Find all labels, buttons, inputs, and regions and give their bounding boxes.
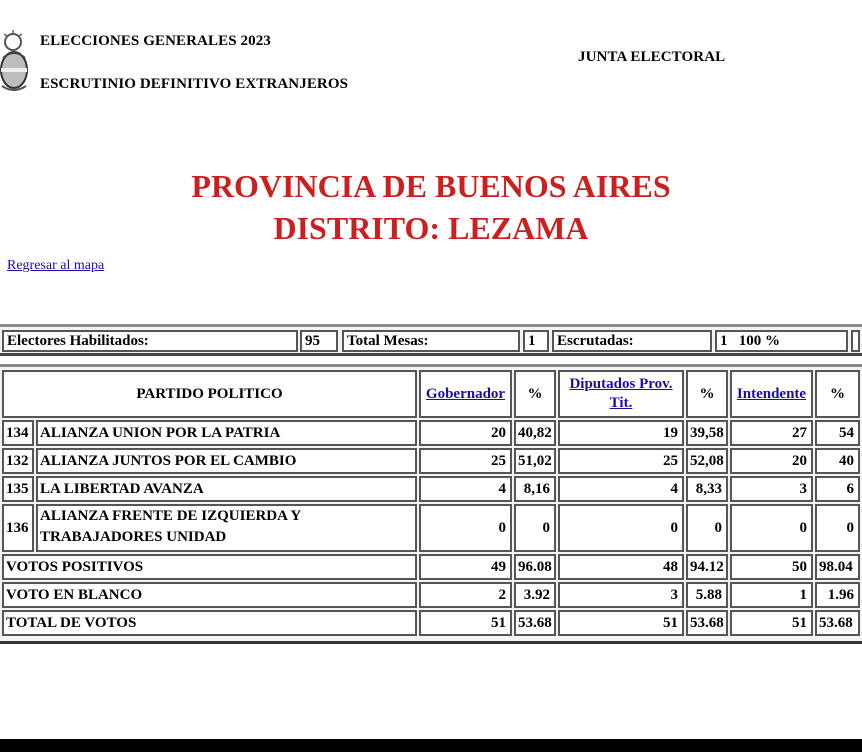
party-name-multiline bbox=[36, 504, 417, 552]
party-name-line1: ALIANZA FRENTE DE IZQUIERDA Y bbox=[40, 508, 302, 524]
party-number: 134 bbox=[2, 420, 34, 446]
bottom-bar bbox=[0, 739, 862, 752]
gob-pct: 53.68 bbox=[514, 610, 556, 636]
dip-pct: 5.88 bbox=[686, 582, 728, 608]
gob-pct: 40,82 bbox=[514, 420, 556, 446]
district-title: DISTRITO: LEZAMA bbox=[273, 210, 589, 246]
dip-pct: 0 bbox=[686, 504, 728, 552]
gob-votes: 25 bbox=[419, 448, 512, 474]
header-diputados[interactable] bbox=[558, 370, 684, 418]
diputados-link-line1[interactable]: Diputados Prov. bbox=[569, 376, 673, 392]
gob-pct: 0 bbox=[514, 504, 556, 552]
summary-bar bbox=[0, 324, 862, 356]
int-pct: 98.04 bbox=[815, 554, 860, 580]
dip-votes: 4 bbox=[558, 476, 684, 502]
gobernador-link[interactable]: Gobernador bbox=[425, 386, 506, 402]
header-gob-pct: % bbox=[514, 370, 556, 418]
header-dip-pct: % bbox=[686, 370, 728, 418]
int-votes: 1 bbox=[730, 582, 813, 608]
header-partido: PARTIDO POLITICO bbox=[2, 370, 417, 418]
party-name: ALIANZA UNION POR LA PATRIA bbox=[36, 420, 417, 446]
dip-pct: 8,33 bbox=[686, 476, 728, 502]
electores-value: 95 bbox=[300, 330, 338, 352]
total-row-label: TOTAL DE VOTOS bbox=[2, 610, 417, 636]
party-number: 132 bbox=[2, 448, 34, 474]
int-votes: 0 bbox=[730, 504, 813, 552]
gob-votes: 51 bbox=[419, 610, 512, 636]
int-pct: 0 bbox=[815, 504, 860, 552]
dip-votes: 0 bbox=[558, 504, 684, 552]
dip-pct: 53.68 bbox=[686, 610, 728, 636]
int-pct: 54 bbox=[815, 420, 860, 446]
dip-votes: 48 bbox=[558, 554, 684, 580]
dip-votes: 19 bbox=[558, 420, 684, 446]
coat-of-arms-icon bbox=[0, 28, 34, 94]
total-row-label: VOTO EN BLANCO bbox=[2, 582, 417, 608]
results-table bbox=[0, 364, 862, 644]
gob-votes: 4 bbox=[419, 476, 512, 502]
int-votes: 51 bbox=[730, 610, 813, 636]
int-pct: 6 bbox=[815, 476, 860, 502]
header-intendente[interactable] bbox=[730, 370, 813, 418]
summary-end-cell bbox=[851, 330, 860, 352]
gob-pct: 51,02 bbox=[514, 448, 556, 474]
escrutadas-value: 1 100 % bbox=[715, 330, 848, 352]
int-votes: 20 bbox=[730, 448, 813, 474]
gob-pct: 8,16 bbox=[514, 476, 556, 502]
int-pct: 1.96 bbox=[815, 582, 860, 608]
dip-pct: 94.12 bbox=[686, 554, 728, 580]
mesas-value: 1 bbox=[523, 330, 549, 352]
int-votes: 27 bbox=[730, 420, 813, 446]
escrutadas-label: Escrutadas: bbox=[552, 330, 712, 352]
gob-votes: 0 bbox=[419, 504, 512, 552]
gob-votes: 20 bbox=[419, 420, 512, 446]
gob-pct: 96.08 bbox=[514, 554, 556, 580]
diputados-link-line2[interactable]: Tit. bbox=[609, 395, 633, 411]
dip-votes: 3 bbox=[558, 582, 684, 608]
int-pct: 40 bbox=[815, 448, 860, 474]
junta-electoral-label: JUNTA ELECTORAL bbox=[578, 49, 726, 65]
election-subtitle: ESCRUTINIO DEFINITIVO EXTRANJEROS bbox=[40, 76, 349, 92]
party-name: ALIANZA JUNTOS POR EL CAMBIO bbox=[36, 448, 417, 474]
election-title: ELECCIONES GENERALES 2023 bbox=[40, 33, 271, 49]
back-to-map-link[interactable]: Regresar al mapa bbox=[7, 258, 105, 273]
dip-votes: 25 bbox=[558, 448, 684, 474]
gob-pct: 3.92 bbox=[514, 582, 556, 608]
gob-votes: 2 bbox=[419, 582, 512, 608]
party-number: 135 bbox=[2, 476, 34, 502]
dip-votes: 51 bbox=[558, 610, 684, 636]
mesas-label: Total Mesas: bbox=[342, 330, 520, 352]
dip-pct: 39,58 bbox=[686, 420, 728, 446]
int-pct: 53.68 bbox=[815, 610, 860, 636]
header-gobernador[interactable] bbox=[419, 370, 512, 418]
int-votes: 3 bbox=[730, 476, 813, 502]
party-number: 136 bbox=[2, 504, 34, 552]
party-name-line2: TRABAJADORES UNIDAD bbox=[40, 529, 227, 545]
gob-votes: 49 bbox=[419, 554, 512, 580]
intendente-link[interactable]: Intendente bbox=[736, 386, 807, 402]
total-row-label: VOTOS POSITIVOS bbox=[2, 554, 417, 580]
province-title: PROVINCIA DE BUENOS AIRES bbox=[191, 168, 671, 204]
dip-pct: 52,08 bbox=[686, 448, 728, 474]
header-int-pct: % bbox=[815, 370, 860, 418]
electores-label: Electores Habilitados: bbox=[2, 330, 298, 352]
party-name: LA LIBERTAD AVANZA bbox=[36, 476, 417, 502]
int-votes: 50 bbox=[730, 554, 813, 580]
